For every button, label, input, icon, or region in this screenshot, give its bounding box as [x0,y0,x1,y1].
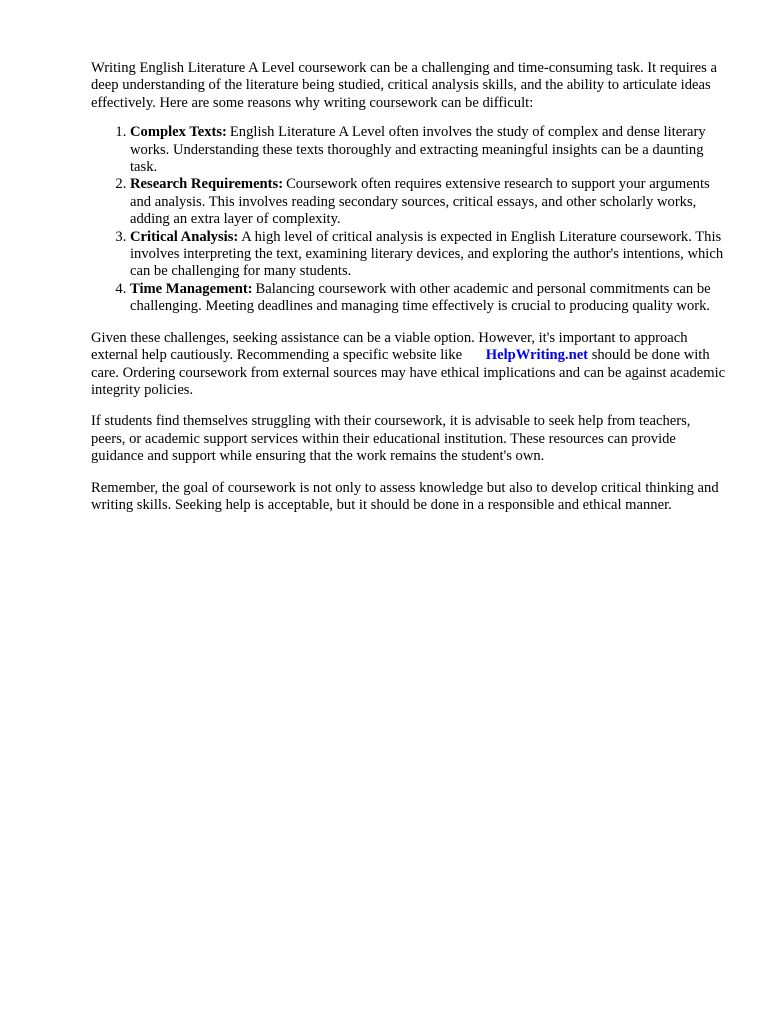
support-paragraph: If students find themselves struggling with their coursework, it is advisable to seek help from teachers, peers, or academic support services within their educational institution. These resources can provide guidance and support while ensuring that the work remains the student's own. [91,413,691,465]
document-page [91,60,727,528]
list-item [130,176,727,228]
help-paragraph-after: should be done with care. Ordering coursework from external sources may have ethical implications and can be against academic integrity policies. [91,347,726,398]
helpwriting-link[interactable]: HelpWriting.net [485,347,589,364]
reasons-list [91,124,727,315]
reason-term: Time Management: [130,280,253,297]
help-paragraph-before: Given these challenges, seeking assistance can be a viable option. However, it's important to approach external help cautiously. Recommending a specific website like [91,329,688,364]
list-item [130,281,727,316]
reason-term: Complex Texts: [130,124,227,141]
reason-text: Balancing coursework with other academic and personal commitments can be challenging. Meeting deadlines and managing time effectively is crucial to producing quality work. [130,280,711,315]
help-paragraph [91,330,727,400]
reason-text: Coursework often requires extensive research to support your arguments and analysis. This involves reading secondary sources, critical essays, and other scholarly works, adding an extra layer of complexity. [130,176,710,228]
reason-text: A high level of critical analysis is expected in English Literature coursework. This involves interpreting the text, examining literary devices, and exploring the author's intentions, which can be challenging for many students. [130,228,724,280]
reason-term: Research Requirements: [130,176,284,193]
reason-term: Critical Analysis: [130,228,239,245]
list-item [130,229,727,281]
reason-text: English Literature A Level often involves the study of complex and dense literary works. Understanding these texts thoroughly and extracting meaningful insights can be a daunting task. [130,124,706,176]
remember-paragraph: Remember, the goal of coursework is not only to assess knowledge but also to develop critical thinking and writing skills. Seeking help is acceptable, but it should be done in a responsible and ethical manner. [91,479,719,513]
intro-paragraph: Writing English Literature A Level coursework can be a challenging and time-consuming task. It requires a deep understanding of the literature being studied, critical analysis skills, and the ability to articulate ideas effectively. Here are some reasons why writing coursework can be difficult: [91,60,717,111]
list-item [130,124,727,176]
